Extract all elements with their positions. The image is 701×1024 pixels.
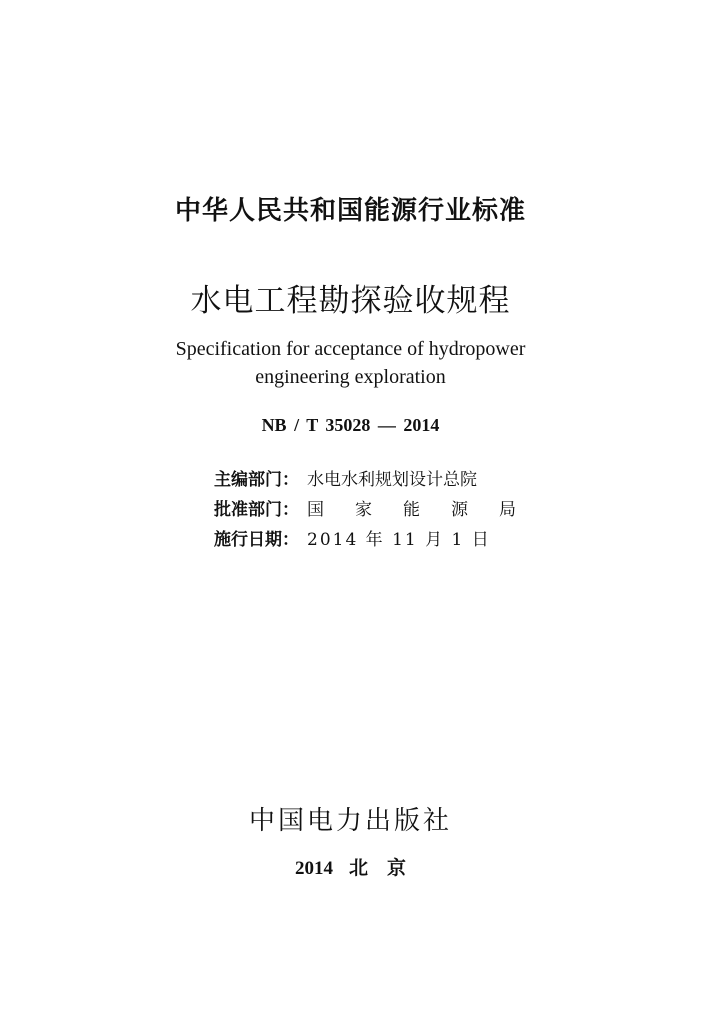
- approver-char: 局: [499, 499, 516, 520]
- approver-char: 能: [403, 499, 420, 520]
- document-title-cn: 水电工程勘探验收规程: [190, 283, 511, 319]
- document-title-en-line-2: engineering exploration: [255, 366, 446, 388]
- approver-char: 源: [451, 499, 468, 520]
- publish-year: 2014: [294, 858, 333, 879]
- effective-date-row: [214, 522, 554, 552]
- effective-date-value: 2014 年 11 月 1 日: [307, 529, 491, 550]
- publication-info: [214, 462, 554, 552]
- approver-row: [214, 492, 554, 522]
- publish-city: 北 京: [348, 858, 406, 879]
- approver-value: [307, 495, 547, 520]
- standard-number: NB / T 35028 — 2014: [261, 415, 440, 435]
- publish-place: [0, 853, 701, 880]
- approver-char: 家: [355, 499, 372, 520]
- standard-category: 中华人民共和国能源行业标准: [174, 196, 526, 226]
- editor-label: 主编部门：: [214, 469, 299, 490]
- publisher-name: 中国电力出版社: [248, 806, 452, 836]
- editor-row: [214, 462, 554, 492]
- document-title-en-line-1: Specification for acceptance of hydropower: [175, 338, 526, 360]
- approver-label: 批准部门：: [214, 499, 299, 520]
- approver-char: 国: [307, 499, 324, 520]
- effective-date-label: 施行日期：: [214, 529, 299, 550]
- editor-value: 水电水利规划设计总院: [307, 469, 477, 490]
